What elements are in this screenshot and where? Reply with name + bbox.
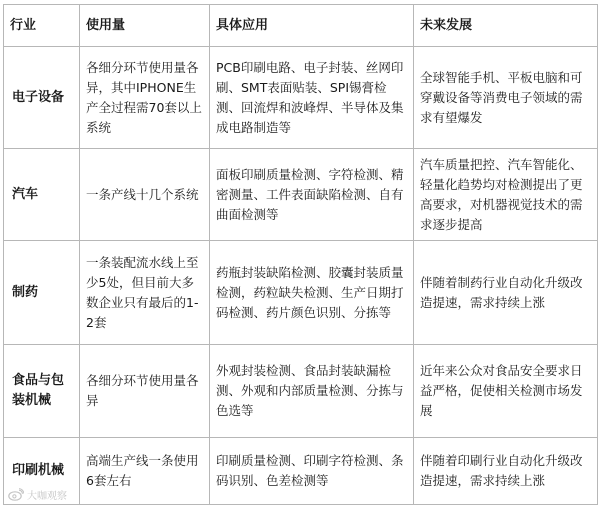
header-usage: 使用量: [80, 5, 210, 47]
watermark: [8, 487, 67, 502]
row-applications: 药瓶封装缺陷检测、胶囊封装质量检测，药粒缺失检测、生产日期打码检测、药片颜色识别、分拣等: [210, 241, 414, 345]
header-future: 未来发展: [414, 5, 598, 47]
header-applications: 具体应用: [210, 5, 414, 47]
table-row: [4, 241, 598, 345]
row-usage: 各细分环节使用量各异: [80, 345, 210, 438]
row-industry: 电子设备: [4, 47, 80, 149]
machine-vision-industry-table: [3, 4, 598, 505]
row-industry: 制药: [4, 241, 80, 345]
weibo-logo-icon: [8, 488, 24, 501]
row-usage: 各细分环节使用量各异，其中IPHONE生产全过程需70套以上系统: [80, 47, 210, 149]
row-future: 伴随着印刷行业自动化升级改造提速，需求持续上涨: [414, 438, 598, 505]
row-industry: 食品与包装机械: [4, 345, 80, 438]
row-industry: 汽车: [4, 149, 80, 241]
header-industry: 行业: [4, 5, 80, 47]
row-future: 近年来公众对食品安全要求日益严格，促使相关检测市场发展: [414, 345, 598, 438]
row-applications: PCB印刷电路、电子封装、丝网印刷、SMT表面贴装、SPI锡膏检测、回流焊和波峰焊、半导体及集成电路制造等: [210, 47, 414, 149]
row-usage: 高端生产线一条使用6套左右: [80, 438, 210, 505]
table-row: [4, 47, 598, 149]
row-future: 汽车质量把控、汽车智能化、轻量化趋势均对检测提出了更高要求，对机器视觉技术的需求逐步提高: [414, 149, 598, 241]
table-header-row: [4, 5, 598, 47]
table-row: [4, 149, 598, 241]
row-future: 伴随着制药行业自动化升级改造提速，需求持续上涨: [414, 241, 598, 345]
row-industry: 印刷机械: [4, 438, 80, 505]
watermark-text: 大咖观察: [27, 491, 67, 502]
table-row: [4, 345, 598, 438]
row-usage: 一条装配流水线上至少5处，但目前大多数企业只有最后的1-2套: [80, 241, 210, 345]
table-row: [4, 438, 598, 505]
row-applications: 外观封装检测、食品封装缺漏检测、外观和内部质量检测、分拣与色选等: [210, 345, 414, 438]
row-applications: 印刷质量检测、印刷字符检测、条码识别、色差检测等: [210, 438, 414, 505]
industry-table-sheet: [3, 4, 597, 504]
row-applications: 面板印刷质量检测、字符检测、精密测量、工件表面缺陷检测、自有曲面检测等: [210, 149, 414, 241]
row-usage: 一条产线十几个系统: [80, 149, 210, 241]
row-future: 全球智能手机、平板电脑和可穿戴设备等消费电子领域的需求有望爆发: [414, 47, 598, 149]
